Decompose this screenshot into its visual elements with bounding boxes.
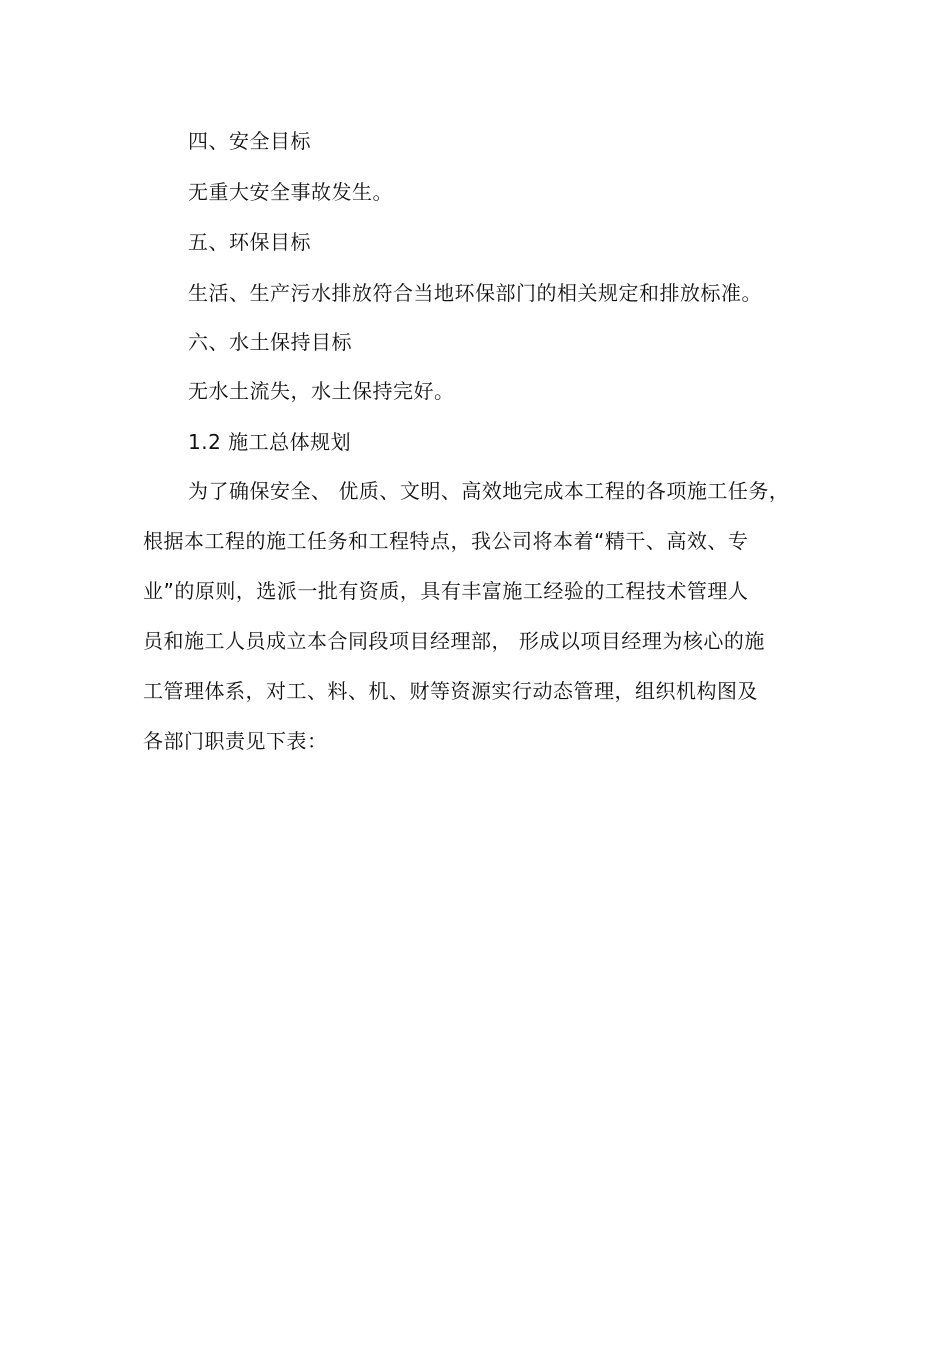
heading-environment-goal: 五、环保目标 (188, 230, 311, 254)
paragraph-line: 根据本工程的施工任务和工程特点，我公司将本着“精干、高效、专 (143, 529, 749, 553)
paragraph-line: 业”的原则，选派一批有资质，具有丰富施工经验的工程技术管理人 (143, 579, 749, 603)
paragraph-line: 为了确保安全、 优质、文明、高效地完成本工程的各项施工任务， (188, 479, 790, 503)
text-environment-goal: 生活、生产污水排放符合当地环保部门的相关规定和排放标准。 (188, 281, 762, 305)
text-safety-goal: 无重大安全事故发生。 (188, 180, 393, 204)
heading-soil-conservation-goal: 六、水土保持目标 (188, 330, 352, 354)
paragraph-line: 各部门职责见下表： (143, 729, 328, 753)
paragraph-line: 工管理体系，对工、料、机、财等资源实行动态管理，组织机构图及 (143, 679, 758, 703)
text-soil-conservation-goal: 无水土流失，水土保持完好。 (188, 379, 455, 403)
heading-section-1-2: 1.2 施工总体规划 (188, 430, 352, 454)
heading-safety-goal: 四、安全目标 (188, 129, 311, 153)
paragraph-line: 员和施工人员成立本合同段项目经理部， 形成以项目经理为核心的施 (143, 629, 765, 653)
